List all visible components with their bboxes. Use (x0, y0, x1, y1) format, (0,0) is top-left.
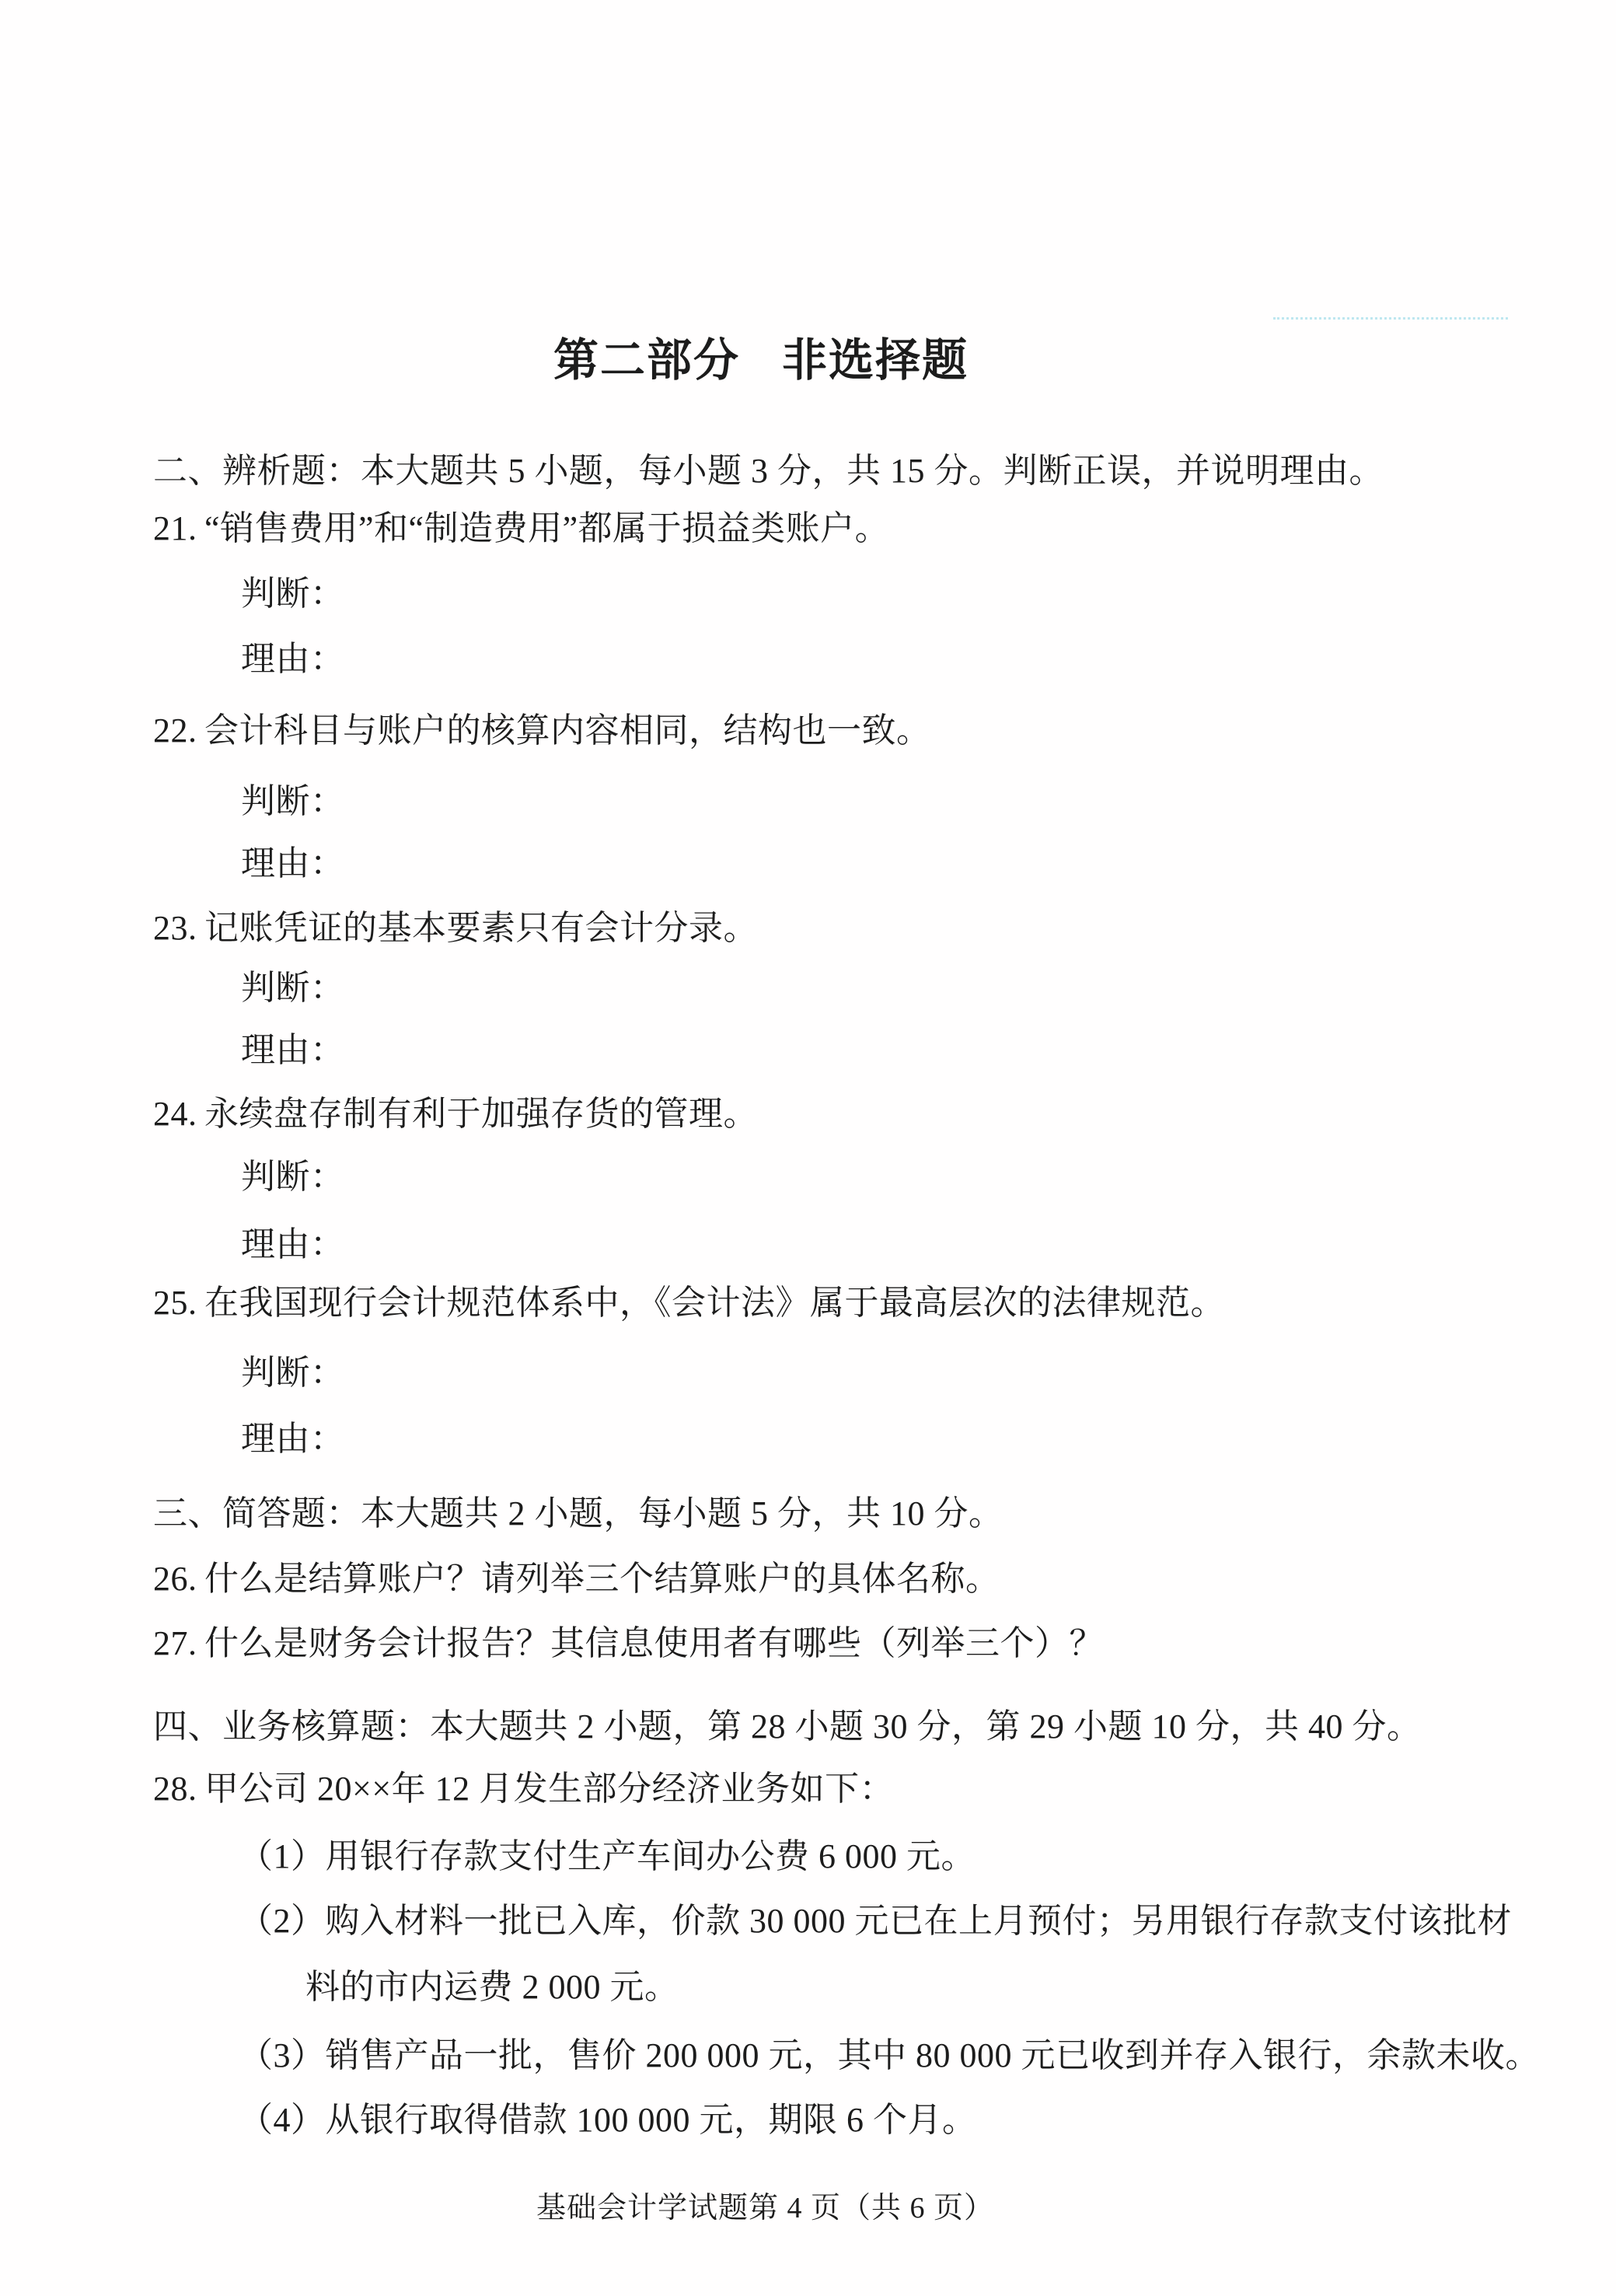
question-24 (153, 1096, 758, 1133)
judge-label: 判断： (241, 782, 345, 820)
section-bianxi-heading: 二、辨析题：本大题共 5 小题，每小题 3 分，共 15 分。判断正误，并说明理由。 (153, 452, 1384, 490)
section-yewu-heading: 四、业务核算题：本大题共 2 小题，第 28 小题 30 分，第 29 小题 10 分，共 40 分。 (153, 1707, 1422, 1746)
reason-label: 理由： (241, 1225, 345, 1263)
title-part-label: 第二部分 (553, 335, 741, 386)
business-item-4: （4）从银行取得借款 100 000 元，期限 6 个月。 (239, 2101, 977, 2139)
question-number: 21. (153, 509, 197, 547)
title-section-name: 非选择题 (782, 335, 969, 386)
question-23 (153, 910, 758, 947)
judge-label: 判断： (241, 575, 345, 613)
reason-label: 理由： (241, 844, 345, 882)
question-text: 记账凭证的基本要素只有会计分录。 (204, 909, 758, 947)
judge-label: 判断： (241, 969, 345, 1007)
question-number: 26. (153, 1560, 197, 1598)
reason-label: 理由： (241, 1420, 345, 1458)
judge-label: 判断： (241, 1354, 345, 1392)
question-number: 28. (153, 1770, 197, 1808)
question-26 (153, 1560, 1000, 1598)
question-number: 24. (153, 1095, 197, 1133)
page-footer: 基础会计学试题第 4 页（共 6 页） (536, 2192, 995, 2224)
question-25 (153, 1284, 1225, 1322)
question-number: 22. (153, 711, 197, 750)
business-item-1: （1）用银行存款支付生产车间办公费 6 000 元。 (239, 1837, 976, 1875)
business-item-3: （3）销售产品一批，售价 200 000 元，其中 80 000 元已收到并存入银行，余款未收。 (239, 2036, 1540, 2074)
question-number: 23. (153, 909, 197, 947)
question-text: 甲公司 20××年 12 月发生部分经济业务如下： (204, 1770, 895, 1808)
question-22 (153, 712, 931, 750)
question-text: 什么是财务会计报告？其信息使用者有哪些（列举三个）？ (204, 1624, 1104, 1662)
question-28 (153, 1770, 894, 1808)
reason-label: 理由： (241, 640, 345, 678)
question-21 (153, 510, 889, 547)
question-number: 25. (153, 1284, 197, 1322)
question-text: 在我国现行会计规范体系中，《会计法》属于最高层次的法律规范。 (204, 1284, 1225, 1322)
reason-label: 理由： (241, 1031, 345, 1069)
question-text: “销售费用”和“制造费用”都属于损益类账户。 (204, 509, 890, 547)
question-text: 会计科目与账户的核算内容相同，结构也一致。 (204, 711, 931, 750)
business-item-2: （2）购入材料一批已入库，价款 30 000 元已在上月预付；另用银行存款支付该批材 (239, 1902, 1512, 1940)
section-jianda-heading: 三、简答题：本大题共 2 小题，每小题 5 分，共 10 分。 (153, 1494, 1003, 1532)
page-title (553, 323, 969, 389)
question-27 (153, 1625, 1104, 1662)
question-number: 27. (153, 1624, 197, 1662)
judge-label: 判断： (241, 1158, 345, 1196)
scan-artifact-dots (1273, 317, 1508, 320)
question-text: 什么是结算账户？请列举三个结算账户的具体名称。 (204, 1560, 1000, 1598)
question-text: 永续盘存制有利于加强存货的管理。 (204, 1095, 758, 1133)
business-item-2-continuation: 料的市内运费 2 000 元。 (305, 1968, 679, 2006)
